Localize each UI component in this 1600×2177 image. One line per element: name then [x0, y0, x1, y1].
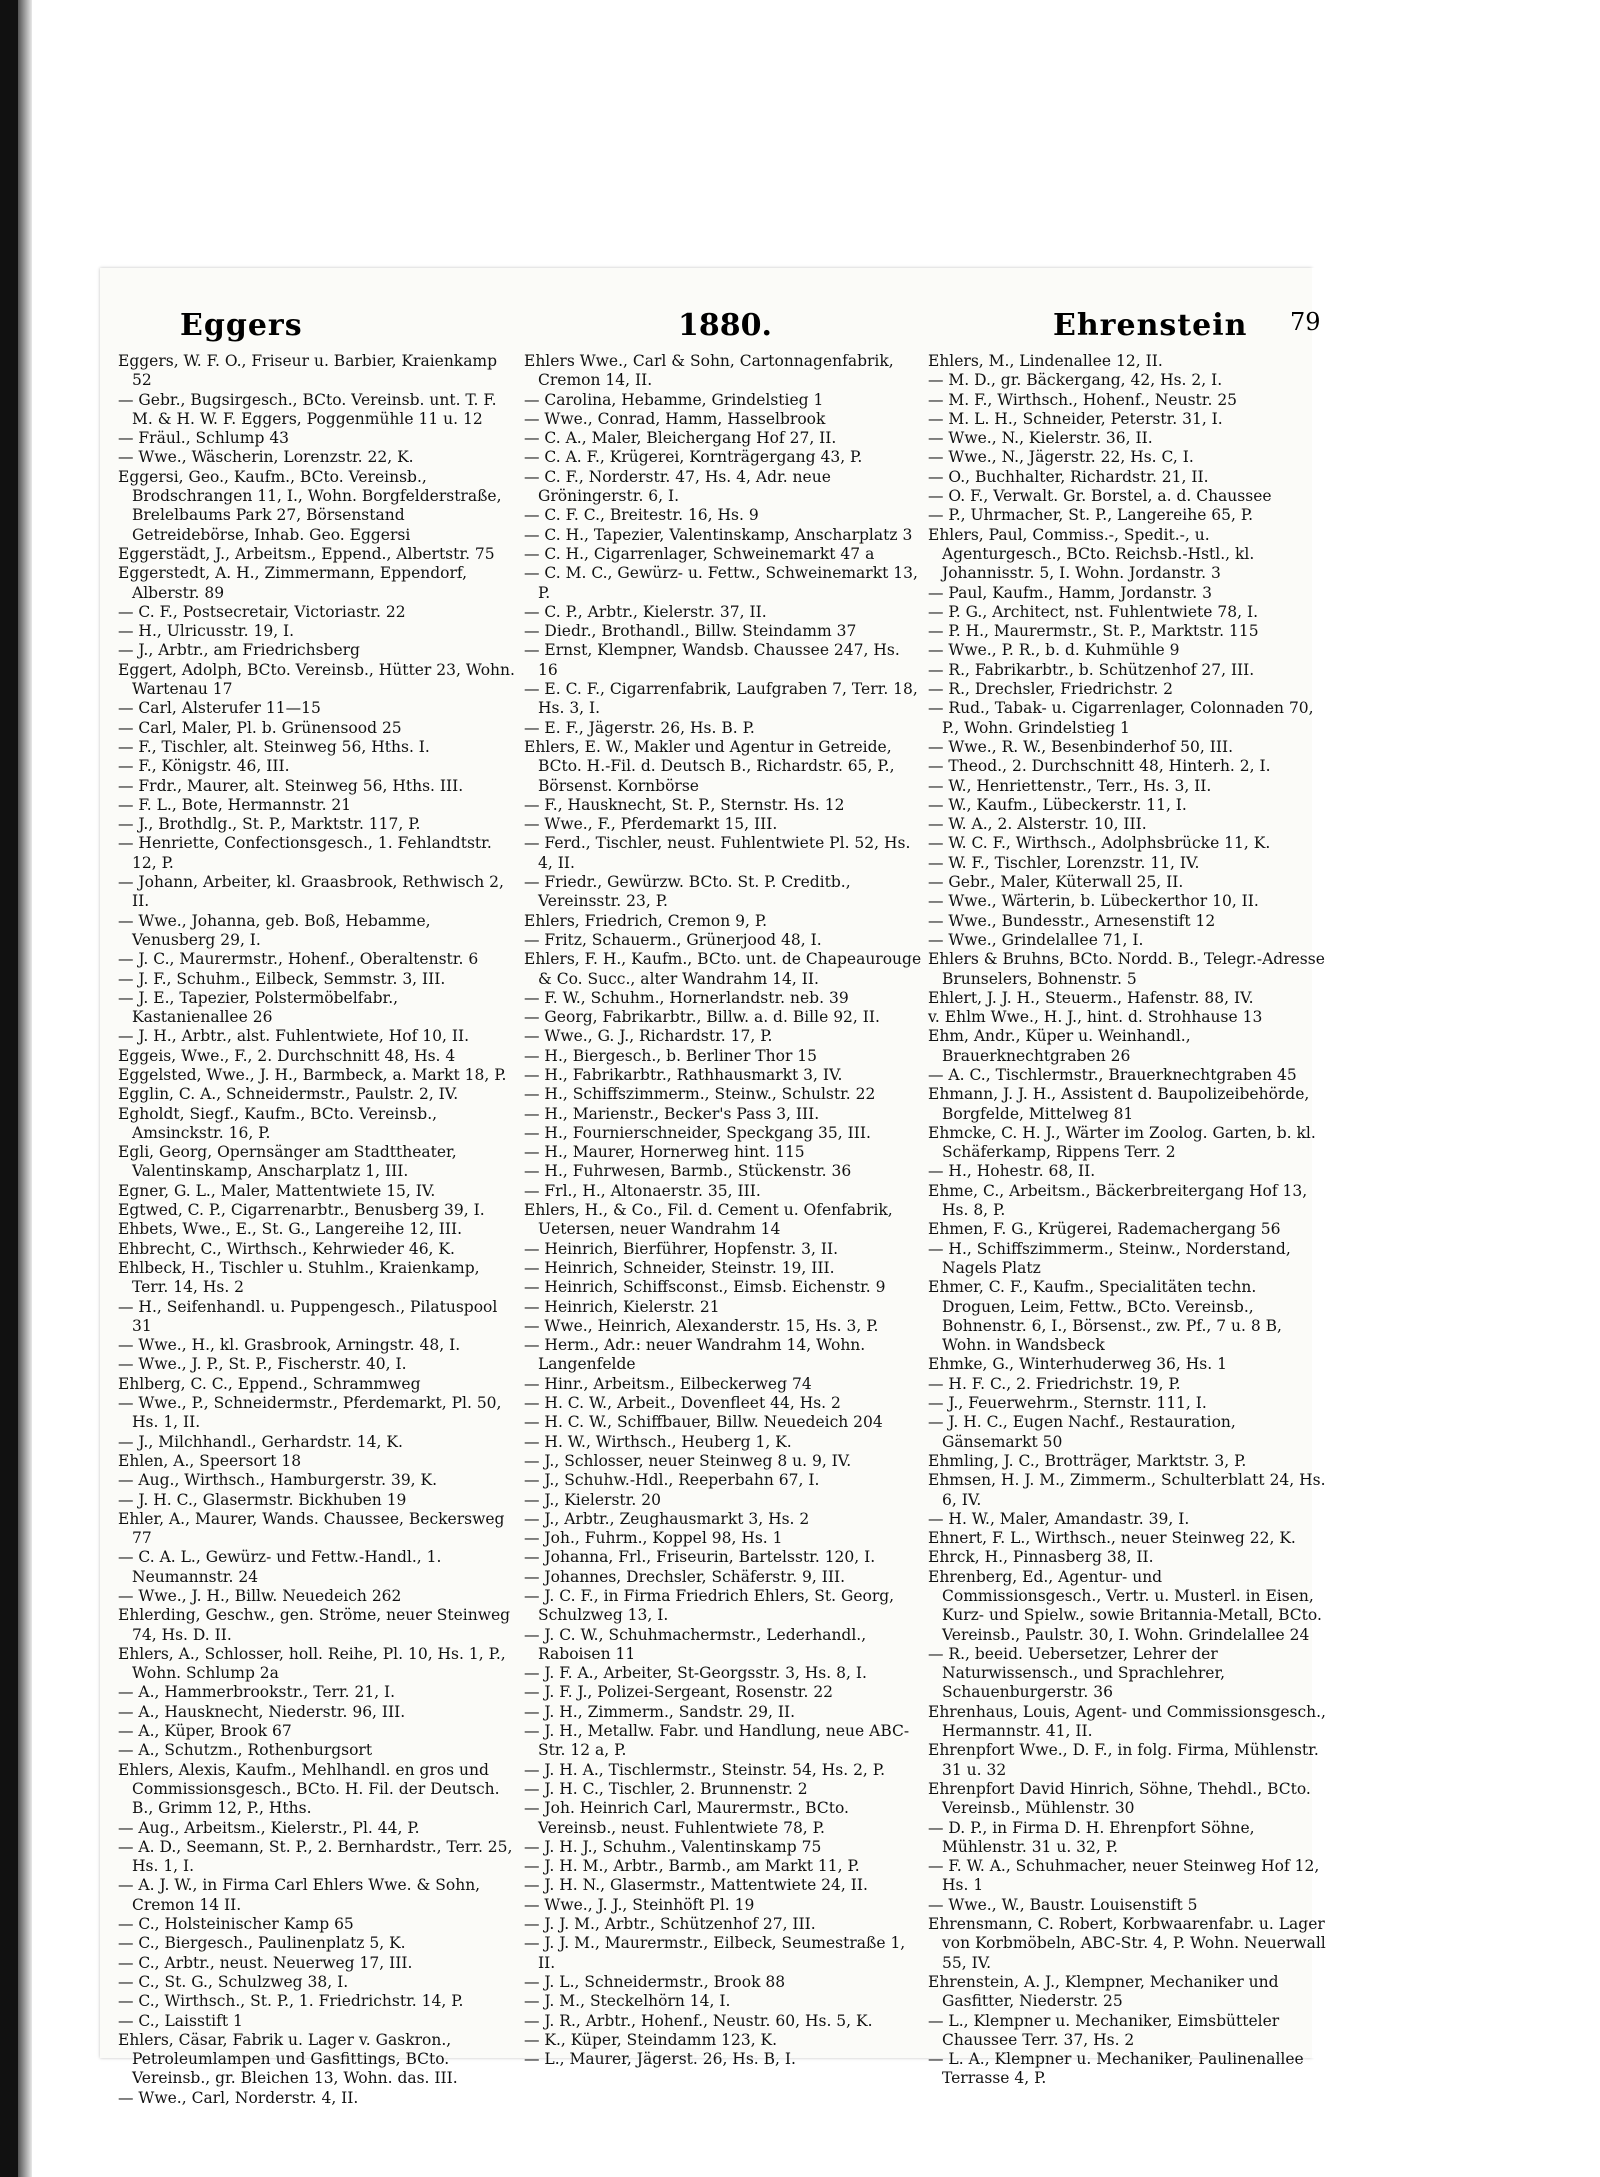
directory-entry: Ehrenhaus, Louis, Agent- und Commissionsgesch., Hermannstr. 41, II. — [928, 1702, 1326, 1741]
directory-entry: — J. F., Schuhm., Eilbeck, Semmstr. 3, III. — [118, 969, 446, 988]
directory-entry: — J., Feuerwehrm., Sternstr. 111, I. — [928, 1394, 1207, 1413]
directory-entry: — C., Biergesch., Paulinenplatz 5, K. — [118, 1934, 406, 1953]
directory-entry: — J., Kielerstr. 20 — [524, 1490, 661, 1509]
directory-entry: — J., Arbtr., am Friedrichsberg — [118, 641, 360, 660]
directory-entry: — C., Holsteinischer Kamp 65 — [118, 1915, 354, 1934]
directory-entry: Ehlers & Bruhns, BCto. Nordd. B., Telegr.-Adresse Brunselers, Bohnenstr. 5 — [928, 950, 1325, 988]
directory-entry: — Aug., Wirthsch., Hamburgerstr. 39, K. — [118, 1471, 438, 1490]
directory-entry: Eggerstedt, A. H., Zimmermann, Eppendorf, Alberstr. 89 — [118, 564, 467, 602]
directory-entry: — J. L., Schneidermstr., Brook 88 — [524, 1972, 786, 1991]
directory-entry: — H., Fabrikarbtr., Rathhausmarkt 3, IV. — [524, 1065, 843, 1084]
directory-entry: Ehrensmann, C. Robert, Korbwaarenfabr. u. Lager von Korbmöbeln, ABC-Str. 4, P. Wohn. Neuerwall 55, IV. — [928, 1915, 1326, 1972]
directory-entry: — Ferd., Tischler, neust. Fuhlentwiete Pl. 52, Hs. 4, II. — [524, 834, 911, 872]
header-year: 1880. — [678, 308, 772, 343]
directory-entry: Eggerstädt, J., Arbeitsm., Eppend., Albertstr. 75 — [118, 544, 495, 563]
directory-entry: Ehlers, E. W., Makler und Agentur in Getreide, BCto. H.-Fil. d. Deutsch B., Richardstr. 65, P., Börsenst. Kornbörse — [524, 737, 895, 795]
directory-entry: — Wwe., Wäscherin, Lorenzstr. 22, K. — [118, 448, 414, 467]
directory-entry: — Henriette, Confectionsgesch., 1. Fehlandtstr. 12, P. — [118, 834, 492, 872]
directory-entry: — Diedr., Brothandl., Billw. Steindamm 37 — [524, 622, 857, 641]
directory-entry: — Rud., Tabak- u. Cigarrenlager, Colonnaden 70, P., Wohn. Grindelstieg 1 — [928, 699, 1314, 737]
directory-entry: — Johann, Arbeiter, kl. Graasbrook, Rethwisch 2, II. — [118, 873, 504, 911]
directory-entry: — F., Tischler, alt. Steinweg 56, Hths. I. — [118, 737, 430, 756]
directory-entry: — Gebr., Bugsirgesch., BCto. Vereinsb. unt. T. F. M. & H. W. F. Eggers, Poggenmühle 11 u. 12 — [118, 390, 497, 428]
directory-entry: Egner, G. L., Maler, Mattentwiete 15, IV. — [118, 1181, 436, 1200]
directory-entry: — P. G., Architect, nst. Fuhlentwiete 78, I. — [928, 602, 1259, 621]
directory-entry: Ehme, C., Arbeitsm., Bäckerbreitergang Hof 13, Hs. 8, P. — [928, 1181, 1308, 1220]
directory-entry: — Heinrich, Schiffsconst., Eimsb. Eichenstr. 9 — [524, 1278, 886, 1297]
directory-entry: — H., Fuhrwesen, Barmb., Stückenstr. 36 — [524, 1162, 852, 1181]
directory-entry: — R., Fabrikarbtr., b. Schützenhof 27, III. — [928, 660, 1255, 679]
directory-entry: — H. F. C., 2. Friedrichstr. 19, P. — [928, 1374, 1181, 1393]
directory-entry: — J., Milchhandl., Gerhardstr. 14, K. — [118, 1432, 403, 1451]
column-2 — [524, 352, 922, 2069]
directory-entry: — H. W., Maler, Amandastr. 39, I. — [928, 1509, 1190, 1528]
directory-entry: — J., Arbtr., Zeughausmarkt 3, Hs. 2 — [524, 1509, 810, 1528]
directory-entry: — C., St. G., Schulzweg 38, I. — [118, 1972, 349, 1991]
directory-entry: — H., Marienstr., Becker's Pass 3, III. — [524, 1104, 820, 1123]
directory-entry: — C. H., Tapezier, Valentinskamp, Anscharplatz 3 — [524, 525, 913, 544]
directory-entry: — A., Schutzm., Rothenburgsort — [118, 1741, 373, 1760]
directory-entry: — Wwe., Heinrich, Alexanderstr. 15, Hs. 3, P. — [524, 1316, 879, 1335]
directory-entry: — C. A., Maler, Bleichergang Hof 27, II. — [524, 429, 837, 448]
directory-entry: — L., Maurer, Jägerst. 26, Hs. B, I. — [524, 2050, 796, 2069]
directory-entry: — Heinrich, Bierführer, Hopfenstr. 3, II. — [524, 1239, 839, 1258]
directory-entry: Ehlberg, C. C., Eppend., Schrammweg — [118, 1374, 421, 1393]
directory-entry: — Fritz, Schauerm., Grünerjood 48, I. — [524, 930, 822, 949]
directory-entry: — Paul, Kaufm., Hamm, Jordanstr. 3 — [928, 583, 1212, 602]
directory-entry: — Heinrich, Kielerstr. 21 — [524, 1297, 720, 1316]
directory-entry: — J. F. J., Polizei-Sergeant, Rosenstr. 22 — [524, 1683, 834, 1702]
directory-entry: — J. C., Maurermstr., Hohenf., Oberaltenstr. 6 — [118, 950, 479, 969]
directory-entry: — C. P., Arbtr., Kielerstr. 37, II. — [524, 602, 767, 621]
book-spine-edge — [18, 0, 32, 2177]
directory-entry: — H., Seifenhandl. u. Puppengesch., Pilatuspool 31 — [118, 1297, 498, 1335]
directory-entry: — H. C. W., Arbeit., Dovenfleet 44, Hs. 2 — [524, 1394, 841, 1413]
directory-entry: — Friedr., Gewürzw. BCto. St. P. Creditb., Vereinsstr. 23, P. — [524, 873, 851, 911]
directory-entry: — J. M., Steckelhörn 14, I. — [524, 1992, 731, 2011]
directory-entry: Ehmcke, C. H. J., Wärter im Zoolog. Garten, b. kl. Schäferkamp, Rippens Terr. 2 — [928, 1123, 1316, 1162]
directory-entry: — O., Buchhalter, Richardstr. 21, II. — [928, 467, 1209, 486]
directory-entry: — Carl, Maler, Pl. b. Grünensood 25 — [118, 718, 402, 737]
directory-entry: Ehlers, Friedrich, Cremon 9, P. — [524, 911, 768, 930]
directory-entry: Ehlers, Alexis, Kaufm., Mehlhandl. en gros und Commissionsgesch., BCto. H. Fil. der Deutsch. B., Grimm 12, P., Hths. — [118, 1760, 500, 1818]
directory-entry: — Heinrich, Schneider, Steinstr. 19, III. — [524, 1258, 835, 1277]
directory-entry: — Wwe., J. J., Steinhöft Pl. 19 — [524, 1895, 755, 1914]
directory-entry: Ehrenpfort David Hinrich, Söhne, Thehdl., BCto. Vereinsb., Mühlenstr. 30 — [928, 1779, 1311, 1818]
directory-entry: — Wwe., Carl, Norderstr. 4, II. — [118, 2088, 359, 2107]
directory-entry: Ehnert, F. L., Wirthsch., neuer Steinweg 22, K. — [928, 1529, 1296, 1548]
directory-entry: Ehler, A., Maurer, Wands. Chaussee, Beckersweg 77 — [118, 1509, 505, 1548]
directory-entry: — H. W., Wirthsch., Heuberg 1, K. — [524, 1432, 792, 1451]
directory-entry: — H., Biergesch., b. Berliner Thor 15 — [524, 1046, 818, 1065]
directory-entry: — C., Arbtr., neust. Neuerweg 17, III. — [118, 1953, 413, 1972]
directory-entry: — Hinr., Arbeitsm., Eilbeckerweg 74 — [524, 1374, 812, 1393]
directory-entry: — A., Hausknecht, Niederstr. 96, III. — [118, 1702, 406, 1721]
directory-entry: — F. W. A., Schuhmacher, neuer Steinweg Hof 12, Hs. 1 — [928, 1857, 1320, 1895]
directory-entry: — Wwe., F., Pferdemarkt 15, III. — [524, 815, 778, 834]
directory-entry: Ehrck, H., Pinnasberg 38, II. — [928, 1548, 1154, 1567]
directory-entry: — J. C. W., Schuhmachermstr., Lederhandl., Raboisen 11 — [524, 1625, 867, 1663]
directory-entry: Ehlert, J. J. H., Steuerm., Hafenstr. 88, IV. — [928, 988, 1254, 1007]
directory-entry: — H., Schiffszimmerm., Steinw., Schulstr. 22 — [524, 1085, 876, 1104]
directory-entry: — Wwe., Wärterin, b. Lübeckerthor 10, II. — [928, 892, 1259, 911]
directory-entry: — J. H. M., Arbtr., Barmb., am Markt 11, P. — [524, 1857, 860, 1876]
directory-entry: — Joh. Heinrich Carl, Maurermstr., BCto. Vereinsb., neust. Fuhlentwiete 78, P. — [524, 1799, 849, 1837]
directory-entry: Ehrenpfort Wwe., D. F., in folg. Firma, Mühlenstr. 31 u. 32 — [928, 1741, 1319, 1779]
directory-entry: — F., Hausknecht, St. P., Sternstr. Hs. 12 — [524, 795, 845, 814]
column-3 — [928, 352, 1326, 2088]
directory-entry: — F., Königstr. 46, III. — [118, 757, 290, 776]
directory-entry: — R., beeid. Uebersetzer, Lehrer der Naturwissensch., und Sprachlehrer, Schauenburgerstr. 36 — [928, 1644, 1226, 1702]
directory-entry: — J., Brothdlg., St. P., Marktstr. 117, P. — [118, 815, 421, 834]
directory-entry: — Wwe., P. R., b. d. Kuhmühle 9 — [928, 641, 1180, 660]
directory-entry: Ehlers, A., Schlosser, holl. Reihe, Pl. 10, Hs. 1, P., Wohn. Schlump 2a — [118, 1644, 506, 1683]
directory-entry: Eggers, W. F. O., Friseur u. Barbier, Kraienkamp 52 — [118, 352, 498, 390]
directory-entry: — J. H. C., Eugen Nachf., Restauration, Gänsemarkt 50 — [928, 1413, 1236, 1451]
directory-entry: — A. J. W., in Firma Carl Ehlers Wwe. & Sohn, Cremon 14 II. — [118, 1876, 481, 1914]
directory-entry: Ehmsen, H. J. M., Zimmerm., Schulterblatt 24, Hs. 6, IV. — [928, 1471, 1326, 1509]
directory-entry: Ehlbeck, H., Tischler u. Stuhlm., Kraienkamp, Terr. 14, Hs. 2 — [118, 1258, 480, 1297]
directory-entry: — A. C., Tischlermstr., Brauerknechtgraben 45 — [928, 1065, 1297, 1084]
directory-entry: Egholdt, Siegf., Kaufm., BCto. Vereinsb., Amsinckstr. 16, P. — [118, 1104, 438, 1142]
directory-entry: — Ernst, Klempner, Wandsb. Chaussee 247, Hs. 16 — [524, 641, 900, 679]
directory-entry: — Johanna, Frl., Friseurin, Bartelsstr. 120, I. — [524, 1548, 876, 1567]
directory-entry: Ehlers, F. H., Kaufm., BCto. unt. de Chapeaurouge & Co. Succ., alter Wandrahm 14, II. — [524, 950, 922, 988]
book-spine-shadow — [0, 0, 18, 2177]
directory-entry: — P., Uhrmacher, St. P., Langereihe 65, P. — [928, 506, 1254, 525]
directory-entry: — C., Wirthsch., St. P., 1. Friedrichstr. 14, P. — [118, 1992, 464, 2011]
directory-entry: — F. L., Bote, Hermannstr. 21 — [118, 795, 352, 814]
directory-entry: — H. C. W., Schiffbauer, Billw. Neuedeich 204 — [524, 1413, 883, 1432]
directory-entry: Ehbets, Wwe., E., St. G., Langereihe 12, III. — [118, 1220, 463, 1239]
directory-entry: — W., Kaufm., Lübeckerstr. 11, I. — [928, 795, 1187, 814]
directory-entry: — W., Henriettenstr., Terr., Hs. 3, II. — [928, 776, 1212, 795]
directory-entry: — Wwe., Conrad, Hamm, Hasselbrook — [524, 409, 826, 428]
directory-entry: — J. E., Tapezier, Polstermöbelfabr., Kastanienallee 26 — [118, 988, 399, 1027]
directory-entry: — Gebr., Maler, Küterwall 25, II. — [928, 873, 1184, 892]
directory-entry: — J. H., Arbtr., alst. Fuhlentwiete, Hof 10, II. — [118, 1027, 470, 1046]
column-1 — [118, 352, 516, 2107]
directory-entry: — M. F., Wirthsch., Hohenf., Neustr. 25 — [928, 390, 1238, 409]
directory-entry: — K., Küper, Steindamm 123, K. — [524, 2030, 778, 2049]
directory-entry: Ehmann, J. J. H., Assistent d. Baupolizeibehörde, Borgfelde, Mittelweg 81 — [928, 1085, 1310, 1123]
directory-entry: Ehmen, F. G., Krügerei, Rademachergang 56 — [928, 1220, 1281, 1239]
directory-entry: — J. R., Arbtr., Hohenf., Neustr. 60, Hs. 5, K. — [524, 2011, 873, 2030]
directory-entry: — C. A. F., Krügerei, Kornträgergang 43, P. — [524, 448, 863, 467]
page-header — [118, 308, 1321, 348]
directory-entry: — J., Schlosser, neuer Steinweg 8 u. 9, IV. — [524, 1451, 852, 1470]
directory-entry: — Fräul., Schlump 43 — [118, 429, 290, 448]
directory-entry: — W. C. F., Wirthsch., Adolphsbrücke 11, K. — [928, 834, 1271, 853]
directory-entry: — H., Hohestr. 68, II. — [928, 1162, 1096, 1181]
directory-entry: — Georg, Fabrikarbtr., Billw. a. d. Bille 92, II. — [524, 1008, 880, 1027]
directory-entry: Ehm, Andr., Küper u. Weinhandl., Brauerknechtgraben 26 — [928, 1027, 1191, 1065]
directory-entry: — R., Drechsler, Friedrichstr. 2 — [928, 680, 1174, 699]
directory-entry: — W. A., 2. Alsterstr. 10, III. — [928, 815, 1147, 834]
directory-entry: — C. F., Norderstr. 47, Hs. 4, Adr. neue Gröningerstr. 6, I. — [524, 467, 831, 506]
directory-entry: — Wwe., P., Schneidermstr., Pferdemarkt, Pl. 50, Hs. 1, II. — [118, 1394, 502, 1432]
directory-entry: — H., Schiffszimmerm., Steinw., Norderstand, Nagels Platz — [928, 1239, 1291, 1277]
directory-entry: Ehlen, A., Speersort 18 — [118, 1451, 302, 1470]
directory-entry: — J. H. C., Glasermstr. Bickhuben 19 — [118, 1490, 407, 1509]
directory-entry: — C. M. C., Gewürz- u. Fettw., Schweinemarkt 13, P. — [524, 564, 918, 602]
directory-entry: Ehbrecht, C., Wirthsch., Kehrwieder 46, K. — [118, 1239, 455, 1258]
directory-entry: — Joh., Fuhrm., Koppel 98, Hs. 1 — [524, 1529, 783, 1548]
directory-entry: Ehlers, Cäsar, Fabrik u. Lager v. Gaskron., Petroleumlampen und Gasfittings, BCto. Vereinsb., gr. Bleichen 13, Wohn. das. III. — [118, 2030, 458, 2088]
header-right-catchword: Ehrenstein — [1053, 308, 1248, 343]
directory-entry: — A. D., Seemann, St. P., 2. Bernhardstr., Terr. 25, Hs. 1, I. — [118, 1837, 513, 1876]
directory-entry: — J. H., Metallw. Fabr. und Handlung, neue ABC-Str. 12 a, P. — [524, 1722, 910, 1760]
directory-entry: — J. J. M., Maurermstr., Eilbeck, Seumestraße 1, II. — [524, 1934, 906, 1972]
directory-entry: — H., Maurer, Hornerweg hint. 115 — [524, 1143, 805, 1162]
directory-entry: Egli, Georg, Opernsänger am Stadttheater, Valentinskamp, Anscharplatz 1, III. — [118, 1143, 457, 1181]
directory-entry: Ehrenberg, Ed., Agentur- und Commissionsgesch., Vertr. u. Musterl. in Eisen, Kurz- und Spielw., sowie Britannia-Metall, BCto. Vereinsb., Paulstr. 30, I. Wohn. Grindelallee 24 — [928, 1567, 1322, 1644]
directory-entry: — Wwe., J. H., Billw. Neuedeich 262 — [118, 1587, 402, 1605]
directory-entry: — E. C. F., Cigarrenfabrik, Laufgraben 7, Terr. 18, Hs. 3, I. — [524, 680, 918, 718]
directory-entry: Ehmke, G., Winterhuderweg 36, Hs. 1 — [928, 1355, 1227, 1374]
directory-entry: Egglin, C. A., Schneidermstr., Paulstr. 2, IV. — [118, 1085, 459, 1104]
directory-entry: — J. H. N., Glasermstr., Mattentwiete 24, II. — [524, 1876, 868, 1895]
directory-entry: Eggert, Adolph, BCto. Vereinsb., Hütter 23, Wohn. Wartenau 17 — [118, 660, 515, 699]
header-left-catchword: Eggers — [180, 308, 303, 343]
directory-entry: — Wwe., N., Kielerstr. 36, II. — [928, 429, 1153, 448]
directory-entry: Eggersi, Geo., Kaufm., BCto. Vereinsb., Brodschrangen 11, I., Wohn. Borgfelderstraße, Brelelbaums Park 27, Börsenstand Getreidebörse, Inhab. Geo. Eggersi — [118, 467, 502, 544]
directory-entry: — Wwe., Grindelallee 71, I. — [928, 930, 1144, 949]
directory-entry: — Frl., H., Altonaerstr. 35, III. — [524, 1181, 761, 1200]
directory-entry: Ehlers, H., & Co., Fil. d. Cement u. Ofenfabrik, Uetersen, neuer Wandrahm 14 — [524, 1201, 893, 1239]
directory-entry: — Wwe., Johanna, geb. Boß, Hebamme, Venusberg 29, I. — [118, 911, 431, 949]
directory-entry: — H., Ulricusstr. 19, I. — [118, 622, 295, 641]
directory-entry: — Aug., Arbeitsm., Kielerstr., Pl. 44, P. — [118, 1818, 420, 1837]
directory-entry: — J. J. M., Arbtr., Schützenhof 27, III. — [524, 1915, 816, 1934]
directory-entry: — W. F., Tischler, Lorenzstr. 11, IV. — [928, 853, 1200, 872]
directory-entry: — C., Laisstift 1 — [118, 2011, 243, 2030]
directory-entry: — D. P., in Firma D. H. Ehrenpfort Söhne, Mühlenstr. 31 u. 32, P. — [928, 1818, 1255, 1856]
directory-entry: Ehlers Wwe., Carl & Sohn, Cartonnagenfabrik, Cremon 14, II. — [524, 352, 894, 390]
directory-entry: Ehlers, M., Lindenallee 12, II. — [928, 352, 1163, 370]
directory-entry: — E. F., Jägerstr. 26, Hs. B. P. — [524, 718, 755, 737]
directory-entry: Ehmling, J. C., Brotträger, Marktstr. 3, P. — [928, 1451, 1247, 1470]
directory-entry: — J., Schuhw.-Hdl., Reeperbahn 67, I. — [524, 1471, 820, 1490]
directory-entry: — C. H., Cigarrenlager, Schweinemarkt 47 a — [524, 544, 875, 563]
directory-entry: — O. F., Verwalt. Gr. Borstel, a. d. Chaussee — [928, 487, 1272, 506]
directory-entry: — A., Küper, Brook 67 — [118, 1722, 292, 1741]
directory-entry: — F. W., Schuhm., Hornerlandstr. neb. 39 — [524, 988, 849, 1007]
directory-entry: — Carl, Alsterufer 11—15 — [118, 699, 321, 718]
directory-entry: — Wwe., J. P., St. P., Fischerstr. 40, I. — [118, 1355, 407, 1374]
right-margin — [1312, 268, 1600, 2058]
directory-entry: — Wwe., H., kl. Grasbrook, Arningstr. 48, I. — [118, 1336, 461, 1355]
directory-entry: — J. F. A., Arbeiter, St-Georgsstr. 3, Hs. 8, I. — [524, 1664, 867, 1683]
directory-entry: — Wwe., N., Jägerstr. 22, Hs. C, I. — [928, 448, 1194, 467]
directory-entry: v. Ehlm Wwe., H. J., hint. d. Strohhause 13 — [928, 1008, 1263, 1027]
directory-entry: — J. H. A., Tischlermstr., Steinstr. 54, Hs. 2, P. — [524, 1760, 885, 1779]
directory-entry: — J. H., Zimmerm., Sandstr. 29, II. — [524, 1702, 796, 1721]
directory-entry: Ehmer, C. F., Kaufm., Specialitäten techn. Droguen, Leim, Fettw., BCto. Vereinsb., Bohnenstr. 6, I., Börsenst., zw. Pf., 7 u. 8 B, Wohn. in Wandsbeck — [928, 1278, 1282, 1355]
directory-entry: — A., Hammerbrookstr., Terr. 21, I. — [118, 1683, 396, 1702]
directory-entry: — Wwe., W., Baustr. Louisenstift 5 — [928, 1895, 1198, 1914]
directory-entry: — Wwe., G. J., Richardstr. 17, P. — [524, 1027, 773, 1046]
directory-entry: — Carolina, Hebamme, Grindelstieg 1 — [524, 390, 824, 409]
directory-entry: Ehrenstein, A. J., Klempner, Mechaniker und Gasfitter, Niederstr. 25 — [928, 1972, 1279, 2011]
directory-entry: — Herm., Adr.: neuer Wandrahm 14, Wohn. Langenfelde — [524, 1336, 866, 1374]
directory-entry: — M. L. H., Schneider, Peterstr. 31, I. — [928, 409, 1223, 428]
directory-entry: — J. H. C., Tischler, 2. Brunnenstr. 2 — [524, 1779, 808, 1798]
directory-entry: — C. F., Postsecretair, Victoriastr. 22 — [118, 602, 406, 621]
directory-entry: — L., Klempner u. Mechaniker, Eimsbütteler Chaussee Terr. 37, Hs. 2 — [928, 2011, 1280, 2049]
directory-entry: — Johannes, Drechsler, Schäferstr. 9, III. — [524, 1567, 846, 1586]
directory-entry: — C. A. L., Gewürz- und Fettw.-Handl., 1. Neumannstr. 24 — [118, 1548, 442, 1586]
directory-entry: Eggeis, Wwe., F., 2. Durchschnitt 48, Hs. 4 — [118, 1046, 456, 1065]
directory-entry: Egtwed, C. P., Cigarrenarbtr., Benusberg 39, I. — [118, 1201, 485, 1220]
directory-entry: — L. A., Klempner u. Mechaniker, Paulinenallee Terrasse 4, P. — [928, 2050, 1304, 2088]
page-number: 79 — [1290, 308, 1321, 336]
directory-entry: Ehlerding, Geschw., gen. Ströme, neuer Steinweg 74, Hs. D. II. — [118, 1606, 511, 1644]
directory-entry: — J. H. J., Schuhm., Valentinskamp 75 — [524, 1837, 822, 1856]
directory-entry: — H., Fournierschneider, Speckgang 35, III. — [524, 1123, 871, 1142]
directory-entry: — Wwe., R. W., Besenbinderhof 50, III. — [928, 737, 1233, 756]
directory-entry: — M. D., gr. Bäckergang, 42, Hs. 2, I. — [928, 371, 1223, 390]
directory-entry: — Frdr., Maurer, alt. Steinweg 56, Hths. III. — [118, 776, 464, 795]
directory-entry: Ehlers, Paul, Commiss.-, Spedit.-, u. Agenturgesch., BCto. Reichsb.-Hstl., kl. Johannisstr. 5, I. Wohn. Jordanstr. 3 — [928, 525, 1255, 583]
directory-entry: — P. H., Maurermstr., St. P., Marktstr. 115 — [928, 622, 1259, 641]
directory-entry: — Theod., 2. Durchschnitt 48, Hinterh. 2, I. — [928, 757, 1271, 776]
directory-entry: Eggelsted, Wwe., J. H., Barmbeck, a. Markt 18, P. — [118, 1065, 507, 1084]
directory-entry: — C. F. C., Breitestr. 16, Hs. 9 — [524, 506, 759, 525]
directory-entry: — Wwe., Bundesstr., Arnesenstift 12 — [928, 911, 1216, 930]
directory-entry: — J. C. F., in Firma Friedrich Ehlers, St. Georg, Schulzweg 13, I. — [524, 1587, 895, 1625]
